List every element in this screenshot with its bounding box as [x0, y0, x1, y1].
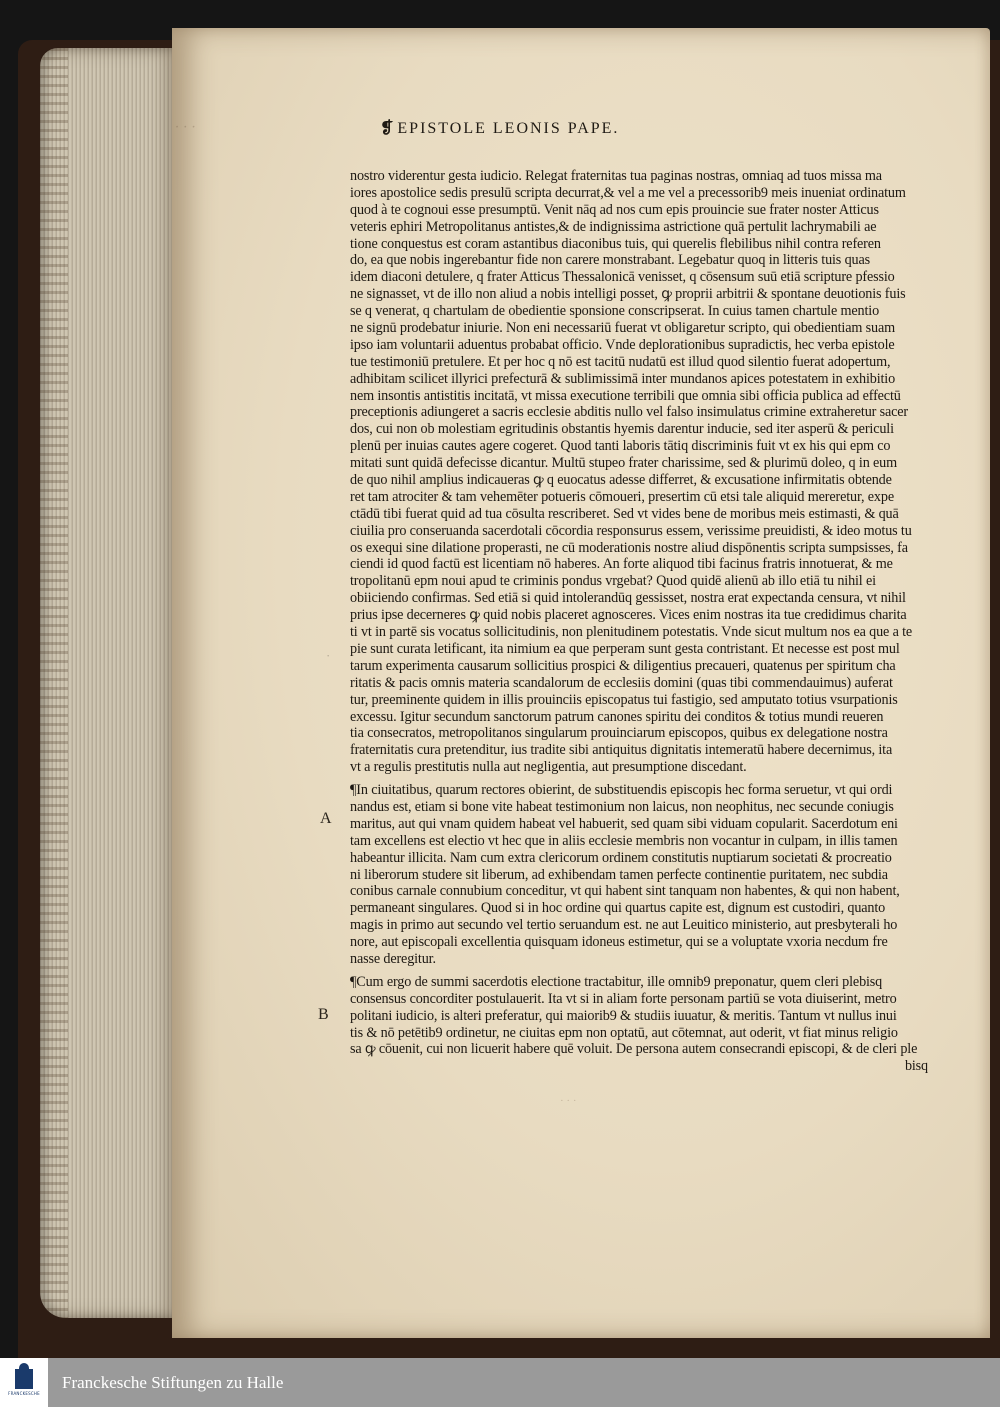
text-line: conibus carnale connubium conceditur, vt qui habent sint tanquam non habentes, & qui non habent,: [350, 883, 900, 900]
text-line: nasse deregitur.: [350, 950, 436, 967]
institution-name: Franckesche Stiftungen zu Halle: [62, 1372, 284, 1392]
text-line: idem diaconi detulere, q frater Atticus Thessalonicā venisset, q cōsensum suū etiā scripture pfessio: [350, 269, 895, 286]
text-line: pie sunt curata letificant, ita nimium ea que perperam sunt gesta contristant. Et necesse est post mul: [350, 640, 900, 657]
text-line: ¶Cum ergo de summi sacerdotis electione tractabitur, ille omnib9 preponatur, quem cleri plebisq: [350, 973, 883, 990]
text-line: ctādū tibi fuerat quid ad tua cōsulta rescriberet. Sed vt vides bene de moribus meis estimasti, & quā: [350, 505, 899, 522]
text-line: dos, cui non ob molestiam egritudinis obstantis hyemis darentur inducie, sed iter asperū & periculi: [350, 421, 894, 438]
text-line: ret tam atrociter & tam vehemēter potueris cōmoueri, presertim cū etsi tale aliquid mereretur, expe: [350, 488, 894, 505]
text-line: preceptionis adiungeret a sacris ecclesie abditis nullo vel falso insimulatus crimine extraheretur sacer: [350, 404, 908, 421]
faint-margin-mark: ·: [326, 648, 331, 663]
text-line: nandus est, etiam si bone vite habeat testimonium non laicus, non neophitus, nec secunde coniugis: [350, 798, 894, 815]
text-line: tue testimoniū pretulere. Et per hoc q nō est tacitū nudatū est illud quod silentio fuerat adopertum,: [350, 353, 891, 370]
page-edges: [40, 48, 180, 1318]
text-line: tarum experimenta causarum sollicitius prospici & diligentius precaueri, quatenus per spiritum cha: [350, 657, 896, 674]
text-line: tropolitanū epm noui apud te criminis pondus vrgebat? Quod quidē alienū ab illo etiā tu nihil ei: [350, 573, 876, 590]
text-line: tam excellens est electio vt hec que in aliis ecclesie membris non vocantur in culpam, in illis tamen: [350, 832, 898, 849]
text-line: nem insontis antistitis incitatā, vt missa executione terribili que omnia sibi officia publica ad effectū: [350, 387, 901, 404]
text-line: permaneant singulares. Quod si in hoc ordine qui quartus capite est, dignum est custodiri, quanto: [350, 900, 886, 917]
text-line: nostro viderentur gesta iudicio. Relegat fraternitas tua paginas nostras, omniaq ad tuos missa ma: [350, 168, 882, 184]
margin-letter-a: A: [320, 810, 332, 827]
text-line: maritus, aut qui vnam quidem habeat vel habuerit, sed quam sibi viduam copularit. Sacerdotum eni: [350, 815, 898, 832]
text-line: fraternitatis cura pretenditur, ius tradite sibi antiquitus dignitatis intemeratū habere decernimus, ita: [350, 742, 893, 759]
text-line: vt a regulis prestitutis nulla aut negligentia, aut presumptione discedant.: [350, 759, 747, 776]
text-line: adhibitam scilicet illyrici prefecturā & sublimissimā inter mundanos apices potestatem in exhibitio: [350, 370, 896, 387]
text-line: plenū per inuias cautes agere cogeret. Quod tanti laboris tātiq discriminis fuit vt ex his qui epm co: [350, 438, 891, 455]
text-line: ipso iam voluntarii aduentus probabat officio. Vnde deplorationibus supradictis, hec verba epistole: [350, 336, 895, 353]
margin-letter-b: B: [318, 1006, 329, 1023]
text-line: os exequi sine dilatione properasti, ne cū moderationis nostre aliud dispōnentis scripta sumpsisses, fa: [350, 539, 908, 556]
text-line: ¶In ciuitatibus, quarum rectores obierint, de substituendis episcopis hec forma seruetur, vt qui ordi: [350, 782, 893, 799]
text-line: do, ea que nobis ingerebantur fide non carere monstrabant. Legebatur quoq in litteris tuis quas: [350, 252, 870, 269]
text-line: sa ꝙ cōuenit, cui non licuerit habere quē voluit. De persona autem consecrandi episcopi, & de cleri ple: [350, 1041, 918, 1058]
text-line: quod à te cognoui esse presumptū. Venit nāq ad nos cum epis prouincie sue frater noster Atticus: [350, 201, 879, 218]
text-line: ne signasset, vt de illo non aliud a nobis intelligi posset, ꝙ proprii arbitrii & spontane deuotionis fuis: [350, 286, 906, 303]
franckesche-stiftungen-logo-icon: FRANCKESCHE: [0, 1358, 48, 1407]
text-line: mitati sunt quidā defecisse dicantur. Multū stupeo frater charissime, sed & plurimū doleo, q in eum: [350, 455, 898, 472]
footer-bar: [0, 1358, 1000, 1407]
running-head: [380, 118, 800, 138]
text-line: tis & nō petētib9 ordinetur, ne ciuitas epm non optatū, aut cōtemnat, aut oderit, vt fiat minus religio: [350, 1024, 898, 1041]
text-line: ti vt in partē sis vocatus sollicitudinis, non plenitudinem potestatis. Vnde sicut multum nos ea que a te: [350, 624, 913, 641]
text-line: veteris ephiri Metropolitanus antistes,& de indignissima astrictione quā pertulit lachrymabili ae: [350, 218, 877, 235]
text-line: de quo nihil amplius indicaueras ꝙ q euocatus adesse differret, & excusatione infirmitatis obtende: [350, 472, 892, 489]
text-line: tur, preeminente quidem in illis prouinciis episcopatus tui fastigio, sed amputato totius vsurpationis: [350, 691, 898, 708]
text-line: ritatis & pacis omnis materia scandalorum de ecclesiis domini (quas tibi commendauimus) auferat: [350, 674, 893, 691]
text-line: magis in primo aut secundo vel tertio seruandum est. ne aut Leuitico ministerio, aut presbyterali ho: [350, 917, 898, 934]
text-line: nore, aut episcopali excellentia quisquam idoneus estimetur, qui se a voluptate vxoria necdum fre: [350, 934, 888, 951]
text-line: tione conquestus est coram astantibus diaconibus tuis, qui querelis flebilibus nihil contra referen: [350, 235, 881, 252]
text-line: habeantur illicita. Nam cum extra clericorum ordinem constitutis nuptiarum societati & procreatio: [350, 849, 892, 866]
faint-signature-mark: · · ·: [560, 1095, 577, 1107]
text-line: bisq: [904, 1058, 928, 1075]
pilcrow-icon: ❡: [380, 120, 396, 137]
text-line: tia consecratos, metropolitanos singularum prouinciarum episcopos, quibus ex delegatione nostra: [350, 725, 888, 742]
text-line: ni liberorum studere sit liberum, ad exhibendam tamen perfecte continentie puritatem, nec subdia: [350, 866, 888, 883]
text-line: iores apostolice sedis presulū scripta decurrat,& vel a me vel a precessorib9 meis inueniat ordinatum: [350, 184, 906, 201]
text-line: prius ipse decerneres ꝙ quid nobis placeret agnosceres. Vices enim nostras ita tue credidimus charita: [350, 607, 907, 624]
text-line: ne signū prodebatur iniurie. Non eni necessariū fuerat vt obligaretur scripto, qui obedientiam suam: [350, 320, 896, 337]
text-line: politani iudicio, is alteri preferatur, qui maiorib9 & studiis iuuatur, & meritis. Tantum vt nullus inui: [350, 1007, 897, 1024]
text-line: se q venerat, q chartulam de obedientie sponsione conscripserat. In cuius tamen chartule mentio: [350, 303, 880, 320]
text-line: consensus concorditer postulauerit. Ita vt si in aliam forte personam partiū se vota diuiserint, metro: [350, 990, 897, 1007]
text-line: excessu. Igitur secundum sanctorum patrum canones spiritu dei conditos & totius mundi reueren: [350, 708, 884, 725]
text-line: obiiciendo confirmas. Sed etiā si quid intolerandūq gessisset, nostra erat expectanda censura, vt nihil: [350, 590, 906, 607]
running-head-text: EPISTOLE LEONIS PAPE.: [397, 120, 620, 137]
text-line: ciendi id quod factū est licentiam nō haberes. An forte aliquod tibi facinus fratris innotuerat, & me: [350, 556, 893, 573]
faint-folio-mark: · · ·: [175, 120, 196, 135]
text-block: [350, 168, 982, 1075]
text-line: ciuilia pro conseruanda sacerdotali cōcordia responsurus essem, verissime preuidisti, & ideo motus tu: [350, 522, 912, 539]
